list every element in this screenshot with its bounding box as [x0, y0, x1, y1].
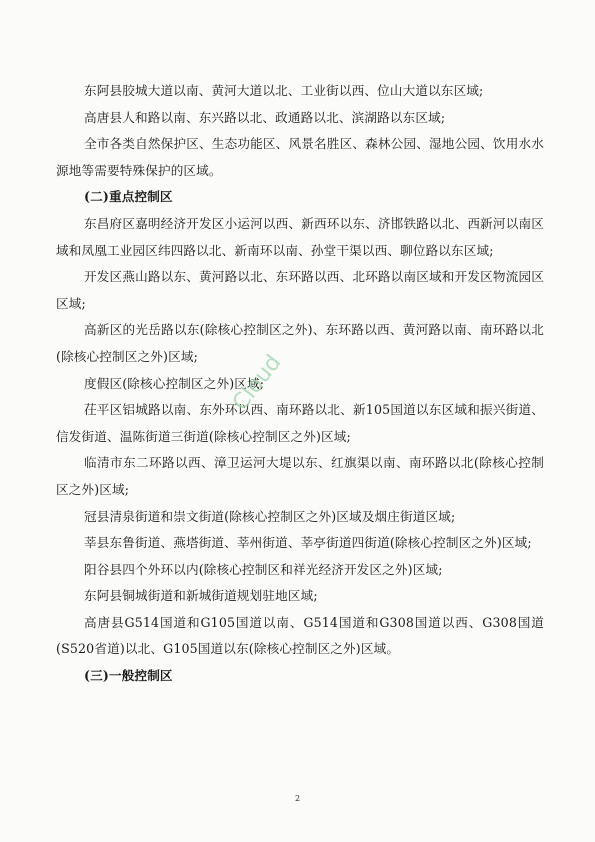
- paragraph-gaotang-zone: 高唐县人和路以南、东兴路以北、政通路以北、滨湖路以东区域;: [84, 109, 446, 125]
- paragraph-dongchangfu-zone: 东昌府区嘉明经济开发区小运河以西、新西环以东、济邯铁路以北、西新河以南区域和凤凰工业园区纬四路以北、新南环以南、孙堂干渠以西、聊位路以东区域;: [56, 215, 544, 258]
- cloud-watermark: Cloud: [228, 350, 287, 416]
- paragraph-shenxian-zone: 莘县东鲁街道、燕塔街道、莘州街道、莘亭街道四街道(除核心控制区之外)区域;: [84, 535, 532, 551]
- paragraph-dong-e-zone: 东阿县胶城大道以南、黄河大道以北、工业街以西、位山大道以东区域;: [84, 83, 484, 98]
- paragraph-linqing-zone: 临清市东二环路以西、漳卫运河大堤以东、红旗渠以南、南环路以北(除核心控制区之外)区域;: [56, 455, 544, 497]
- document-body: [56, 78, 544, 690]
- paragraph-high-tech-zone: 高新区的光岳路以东(除核心控制区之外)、东环路以西、黄河路以南、南环路以北(除核心控制区之外)区域;: [56, 322, 544, 364]
- paragraph-resort-zone: 度假区(除核心控制区之外)区域;: [84, 375, 265, 391]
- paragraph-guanxian-zone: 冠县清泉街道和崇文街道(除核心控制区之外)区域及烟庄街道区域;: [84, 508, 456, 524]
- section-heading-general-control: (三)一般控制区: [84, 668, 173, 684]
- paragraph-gaotang-highway-zone: 高唐县G514国道和G105国道以南、G514国道和G308国道以西、G308国道(S520省道)以北、G105国道以东(除核心控制区之外)区域。: [56, 614, 544, 657]
- paragraph-chiping-zone: 茌平区铝城路以南、东外环以西、南环路以北、新105国道以东区域和振兴街道、信发街道、温陈街道三街道(除核心控制区之外)区域;: [56, 402, 544, 444]
- paragraph-development-zone: 开发区燕山路以东、黄河路以北、东环路以西、北环路以南区域和开发区物流园区区域;: [56, 269, 544, 311]
- paragraph-protected-areas: 全市各类自然保护区、生态功能区、风景名胜区、森林公园、湿地公园、饮用水水源地等需要特殊保护的区域。: [56, 136, 544, 178]
- section-heading-key-control: (二)重点控制区: [84, 189, 173, 205]
- page-number: 2: [294, 794, 301, 803]
- paragraph-dong-e-planning-zone: 东阿县铜城街道和新城街道规划驻地区域;: [84, 588, 318, 604]
- paragraph-yanggu-zone: 阳谷县四个外环以内(除核心控制区和祥光经济开发区之外)区域;: [84, 561, 443, 577]
